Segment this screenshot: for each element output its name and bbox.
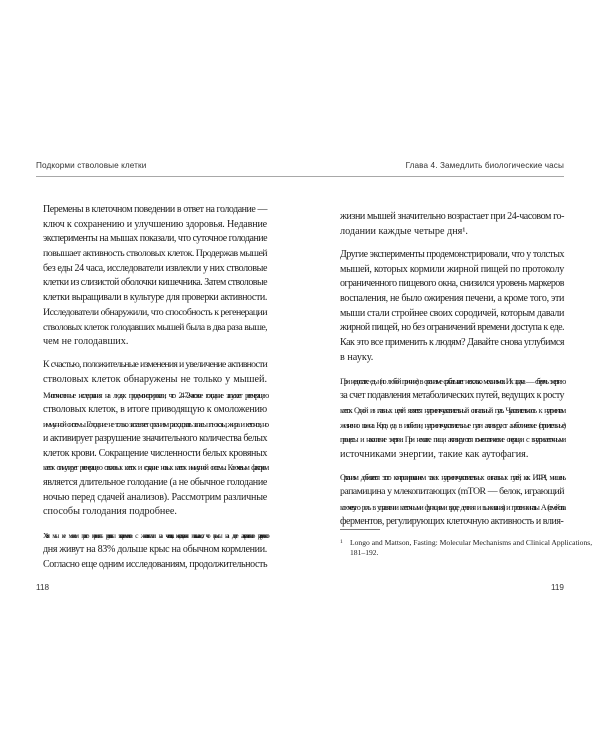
paragraph <box>43 358 267 520</box>
left-page-body <box>43 203 267 581</box>
right-page <box>300 0 600 750</box>
text-line: дня живут на 83% дольше крыс на обычном кормлении. <box>43 544 267 556</box>
text-line: иммунной системы. Голодание не только заставляет организм расходовать запасы глюкозы, жира и кетонов, но <box>43 419 267 430</box>
text-line: мышей, которых кормили жирной пищей по протоколу <box>340 263 564 275</box>
text-line: за счет подавления метаболических путей, ведущих к росту <box>340 389 564 401</box>
text-line: клеток крови. Сокращение численности белых кровяных <box>43 447 267 459</box>
paragraph <box>340 374 564 462</box>
paragraph <box>43 203 267 350</box>
page-number-left: 118 <box>36 583 50 592</box>
text-line: Перемены в клеточном поведении в ответ на голодание — <box>43 204 267 215</box>
footnote-line: 181–192. <box>350 548 379 558</box>
text-line: и активирует разрушение значительного количества белых <box>43 432 267 444</box>
text-line: способы голодания подробнее. <box>43 506 177 518</box>
text-line: клетки выращивали в культуре для проверки активности. <box>43 292 267 304</box>
paragraph <box>340 248 564 366</box>
text-line: К счастью, положительные изменения и увеличение активности <box>43 359 267 371</box>
text-line: воспаления, не было ожирения печени, а кроме того, эти <box>340 293 564 305</box>
text-line: стволовых клеток голодавших мышей была в два раза выше, <box>43 321 267 333</box>
text-line: ключ к сохранению и улучшению здоровья. Недавние <box>43 218 267 230</box>
text-line: процессы и накопление энергии. При нехватке пищи активируются гомеостатические операции с внутриклеточными <box>340 434 564 444</box>
text-line: Другие эксперименты продемонстрировали, что у толстых <box>340 248 564 260</box>
text-line: клеток стимулирует регенерацию стволовых клеток и создание новых клеток иммунной системы. Ключевым фактором <box>43 463 267 473</box>
text-line: стволовых клеток обнаружены не только у мышей. <box>43 374 267 386</box>
text-line: Согласно еще одним исследованиям, продолжительность <box>43 559 268 570</box>
text-line: жизненно важна. Когда еда в изобилии, нутриент-чувствительные пути активируют анаболические (строительные) <box>340 420 564 431</box>
text-line: жирной пищей, но без ограничений времени доступа к еде. <box>340 322 564 334</box>
text-line: эксперименты на мышах показали, что суточное голодание <box>43 233 267 245</box>
running-header-left: Подкорми стволовые клетки <box>36 161 147 170</box>
text-line: При недостатке еды (по любой причине) в организме срабатывает несколько механизмов. Их задача — сберечь энергию <box>340 376 564 387</box>
text-line: ключевую роль в управлении клеточными функциями вроде деления и выживания), и протеинкиназы A (семейства <box>340 502 564 513</box>
text-line: является длительное голодание (а не обычное голодание <box>43 476 267 488</box>
paragraph <box>340 210 564 239</box>
text-line: Многочисленные исследования на людях продемонстрировали, что 24–72-часовое голодание запускает регенерацию <box>43 389 267 400</box>
text-line: Исследователи обнаружили, что способность к регенерации <box>43 306 267 318</box>
text-line: клетки из слизистой оболочки кишечника. Затем стволовые <box>43 277 267 289</box>
footnote <box>340 538 593 559</box>
text-line: ферментов, регулирующих клеточную активность и влия- <box>340 515 564 527</box>
text-line: лодании каждые четыре дня¹. <box>340 225 468 237</box>
text-line: рапамицина у млекопитающих (mTOR — белок, играющий <box>340 486 564 498</box>
footnote-line: Longo and Mattson, Fasting: Molecular Mechanisms and Clinical Applications, <box>350 538 593 547</box>
text-line: источниками энергии, такие как аутофагия. <box>340 448 529 460</box>
paragraph <box>43 529 267 573</box>
text-line: ограниченного пищевого окна, снизился уровень маркеров <box>340 278 564 290</box>
paragraph <box>340 471 564 530</box>
text-line: жизни мышей значительно возрастает при 24-часовом го- <box>340 211 564 222</box>
text-line: Организм добивается этого контролированием таких нутриент-чувствительных сигнальных путей, как ИФР-1, мишень <box>340 472 564 482</box>
text-line: клеток. Одной из главных целей является нутриент-чувствительный сигнальный путь. Чувствительность к нутриентам <box>340 405 564 416</box>
running-header-right: Глава 4. Замедлить биологические часы <box>405 161 564 170</box>
text-line: чем не голодавших. <box>43 336 129 348</box>
header-rule-right <box>300 176 564 177</box>
footnote-number: 1 <box>340 539 343 545</box>
footnote-rule <box>340 529 380 530</box>
right-page-body <box>340 210 564 538</box>
header-rule-left <box>36 176 300 177</box>
text-line: мыши стали стройнее своих сородичей, которым давали <box>340 307 564 319</box>
text-line: в науку. <box>340 351 374 363</box>
page-number-right: 119 <box>550 583 564 592</box>
text-line: ночью перед сдачей анализов). Рассмотрим различные <box>43 491 268 503</box>
text-line: стволовых клеток, в итоге приводящую к омоложению <box>43 403 267 415</box>
text-line: без еды 24 часа, исследователи извлекли у них стволовые <box>43 262 267 274</box>
text-line: повышает активность стволовых клеток. Продержав мышей <box>43 248 267 260</box>
text-line: Как это все применить к людям? Давайте снова углубимся <box>340 337 564 349</box>
text-line: Хотя мы не можем просто переносить результаты экспериментов с животными на человека, исследования показывают, что крысы на диете альтернативного разгрузочного <box>43 530 267 540</box>
